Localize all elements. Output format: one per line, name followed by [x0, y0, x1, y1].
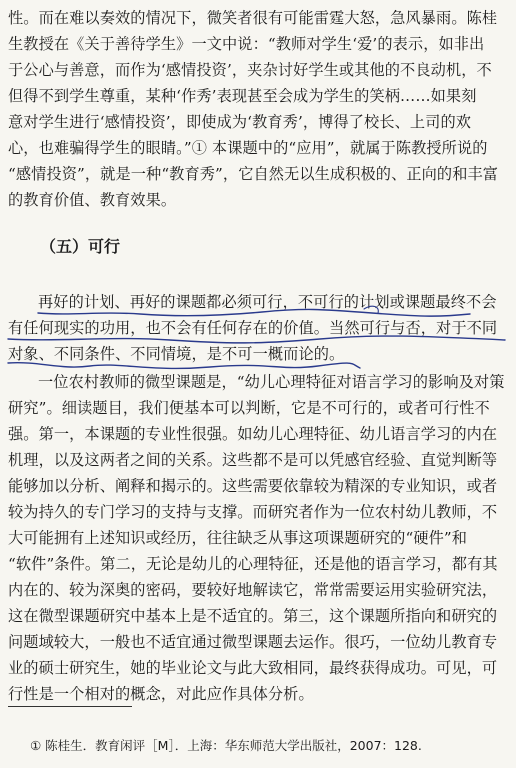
text-line: 这在微型课题研究中基本上是不适宜的。第三，这个课题所指向和研究的 — [8, 607, 498, 625]
text-line: 机理，以及这两者之间的关系。这些都不是可以凭感官经验、直觉判断等 — [8, 451, 498, 469]
text-line: 内在的、较为深奥的密码，要较好地解读它，常常需要运用实验研究法， — [8, 581, 498, 599]
footnote: ① 陈桂生．教育闲评［M］．上海：华东师范大学出版社，2007：128. — [30, 738, 422, 753]
section-heading: （五）可行 — [40, 237, 121, 256]
text-line: 行性是一个相对的概念，对此应作具体分析。 — [8, 685, 314, 703]
text-line: 一位农村教师的微型课题是，“幼儿心理特征对语言学习的影响及对策 — [38, 373, 505, 391]
text-line: 有任何现实的功用，也不会有任何存在的价值。当然可行与否，对于不同 — [8, 319, 498, 337]
text-line: 业的硕士研究生，她的毕业论文与此大致相同，最终获得成功。可见，可 — [8, 659, 498, 677]
text-line: 于公心与善意，而作为‘感情投资’，夹杂讨好学生或其他的不良动机，不 — [8, 61, 492, 79]
text-line: 但得不到学生尊重，某种‘作秀’表现甚至会成为学生的笑柄……如果刻 — [8, 87, 477, 105]
footnote-divider — [8, 706, 132, 707]
text-line: 心，也难骗得学生的眼睛。”① 本课题中的“应用”，就属于陈教授所说的 — [8, 139, 488, 157]
text-line: 性。而在难以奏效的情况下，微笑者很有可能雷霆大怒，急风暴雨。陈桂 — [8, 9, 498, 27]
text-line: 问题域较大，一般也不适宜通过微型课题去运作。很巧，一位幼儿教育专 — [8, 633, 498, 651]
text-line: 的教育价值、教育效果。 — [8, 191, 177, 209]
text-line: 大可能拥有上述知识或经历，往往缺乏从事这项课题研究的“硬件”和 — [8, 529, 468, 547]
text-line: 能够加以分析、阐释和揭示的。这些需要依靠较为精深的专业知识，或者 — [8, 477, 498, 495]
text-line: 意对学生进行‘感情投资’，即使成为‘教育秀’，博得了校长、上司的欢 — [8, 113, 472, 131]
text-line: 强。第一，本课题的专业性很强。如幼儿心理特征、幼儿语言学习的内在 — [8, 425, 498, 443]
text-line: 对象、不同条件、不同情境，是不可一概而论的。 — [8, 345, 345, 363]
text-line: 较为持久的专门学习的支持与支撑。而研究者作为一位农村幼儿教师，不 — [8, 503, 498, 521]
text-line: “软件”条件。第二，无论是幼儿的心理特征，还是他的语言学习，都有其 — [8, 555, 498, 573]
text-line: “感情投资”，就是一种“教育秀”，它自然无以生成积极的、正向的和丰富 — [8, 165, 499, 183]
text-line: 生教授在《关于善待学生》一文中说：“教师对学生‘爱’的表示，如非出 — [8, 35, 485, 53]
text-line: 再好的计划、再好的课题都必须可行，不可行的计划或课题最终不会 — [38, 293, 497, 311]
text-line: 研究”。细读题目，我们便基本可以判断，它是不可行的，或者可行性不 — [8, 399, 490, 417]
